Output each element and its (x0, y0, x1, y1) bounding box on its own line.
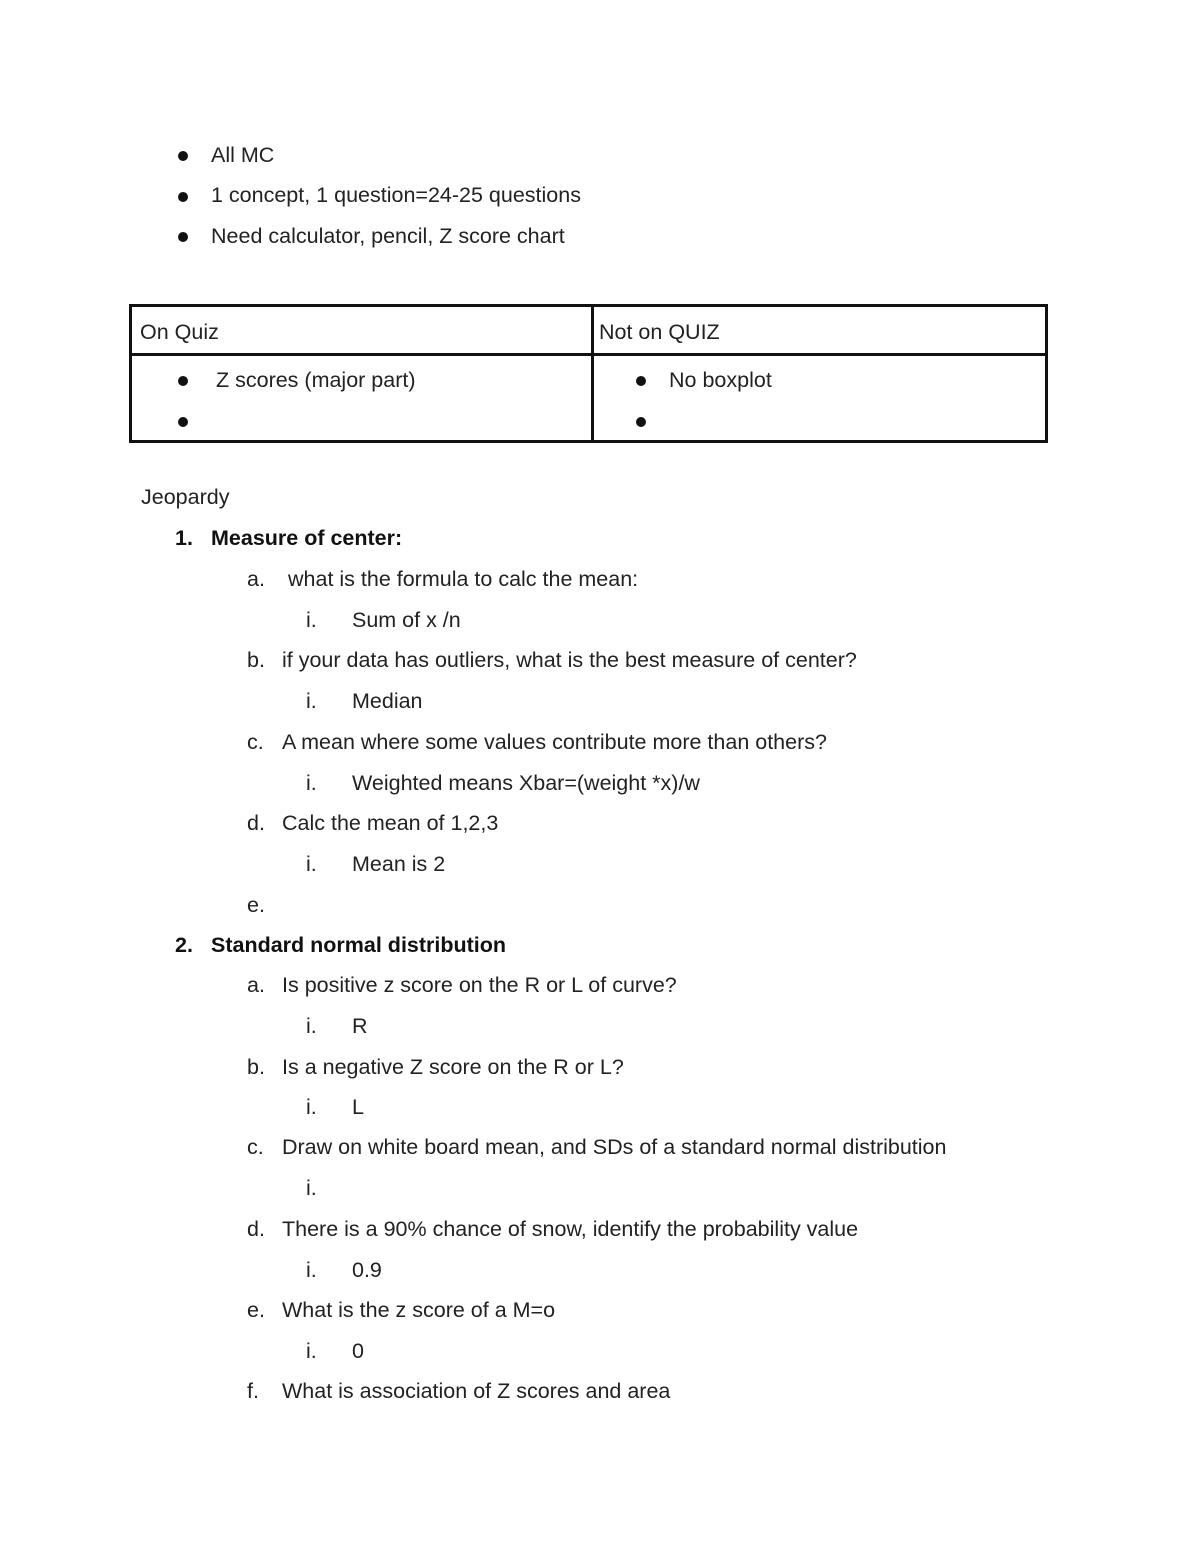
bullet-icon (178, 151, 188, 161)
bullet-icon (178, 192, 188, 202)
item-letter: f. (247, 1379, 259, 1403)
section-number: 2. (175, 933, 193, 957)
answer-marker: i. (306, 1258, 317, 1282)
question-text: Is a negative Z score on the R or L? (282, 1055, 624, 1079)
answer-text: Mean is 2 (352, 852, 446, 876)
item-letter: e. (247, 893, 265, 917)
answer-marker: i. (306, 689, 317, 713)
question-text: what is the formula to calc the mean: (288, 567, 639, 591)
item-letter: e. (247, 1298, 265, 1322)
question-text: There is a 90% chance of snow, identify the probability value (282, 1217, 859, 1241)
bullet-icon (178, 376, 188, 386)
item-letter: a. (247, 973, 265, 997)
question-text: A mean where some values contribute more than others? (282, 730, 827, 754)
answer-text: L (352, 1095, 364, 1119)
bullet-text: Need calculator, pencil, Z score chart (211, 224, 565, 248)
item-letter: c. (247, 730, 264, 754)
question-text: Is positive z score on the R or L of curve? (282, 973, 677, 997)
table-header-on-quiz: On Quiz (140, 320, 219, 344)
answer-text: Weighted means Xbar=(weight *x)/w (352, 771, 700, 795)
answer-marker: i. (306, 771, 317, 795)
table-divider (132, 353, 1045, 356)
bullet-icon (178, 417, 188, 427)
on-quiz-item: Z scores (major part) (216, 368, 416, 392)
item-letter: b. (247, 648, 265, 672)
answer-marker: i. (306, 1339, 317, 1363)
answer-text: 0 (352, 1339, 364, 1363)
section-number: 1. (175, 526, 193, 550)
bullet-icon (636, 376, 646, 386)
question-text: Draw on white board mean, and SDs of a standard normal distribution (282, 1135, 947, 1159)
answer-text: 0.9 (352, 1258, 382, 1282)
bullet-icon (178, 232, 188, 242)
quiz-table (129, 304, 1048, 443)
item-letter: a. (247, 567, 265, 591)
item-letter: b. (247, 1055, 265, 1079)
answer-text: Sum of x /n (352, 608, 461, 632)
item-letter: d. (247, 1217, 265, 1241)
question-text: What is the z score of a M=o (282, 1298, 556, 1322)
question-text: Calc the mean of 1,2,3 (282, 811, 499, 835)
not-on-quiz-item: No boxplot (669, 368, 772, 392)
answer-marker: i. (306, 852, 317, 876)
answer-marker: i. (306, 1176, 317, 1200)
answer-marker: i. (306, 1014, 317, 1038)
table-header-not-on-quiz: Not on QUIZ (599, 320, 720, 344)
answer-marker: i. (306, 608, 317, 632)
section-heading: Measure of center: (211, 526, 403, 550)
answer-text: Median (352, 689, 423, 713)
item-letter: d. (247, 811, 265, 835)
item-letter: c. (247, 1135, 264, 1159)
answer-text: R (352, 1014, 368, 1038)
question-text: if your data has outliers, what is the best measure of center? (282, 648, 857, 672)
jeopardy-title: Jeopardy (141, 485, 230, 509)
question-text: What is association of Z scores and area (282, 1379, 671, 1403)
section-heading: Standard normal distribution (211, 933, 507, 957)
bullet-icon (636, 417, 646, 427)
table-divider (591, 307, 594, 440)
bullet-text: 1 concept, 1 question=24-25 questions (211, 183, 581, 207)
answer-marker: i. (306, 1095, 317, 1119)
bullet-text: All MC (211, 143, 275, 167)
